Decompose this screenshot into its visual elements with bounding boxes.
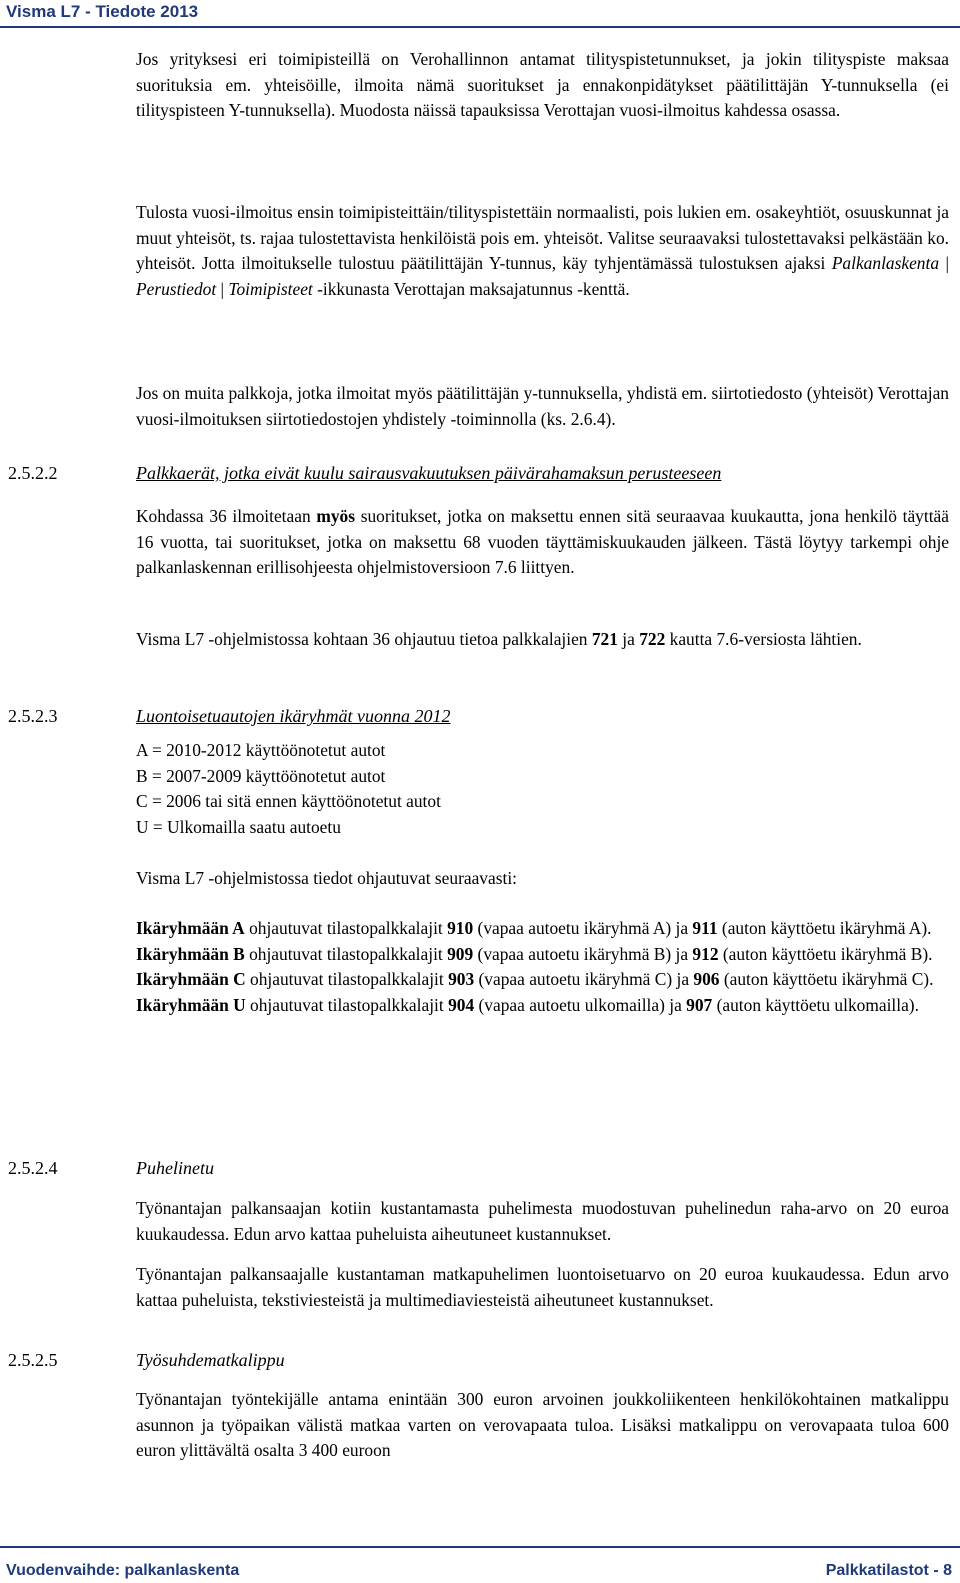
intro-paragraph-1: Jos yrityksesi eri toimipisteillä on Verohallinnon antamat tilityspistetunnukset, ja jokin tilityspiste maksaa suorituksia em. yhteisöille, ilmoita nämä suoritukset ja ennakonpidätykset päätilittäjän Y-tunnuksella (ei tilityspisteen Y-tunnuksella). Muodosta näissä tapauksissa Verottajan vuosi-ilmoitus kahdessa osassa. [136, 49, 949, 121]
menu-path-separator: | [216, 279, 229, 300]
s1-p1-text-b: suoritukset, jotka on maksettu ennen sitä seuraavaa kuukautta, jona henkilö täyttää 16 vuotta, tai suoritukset, jotka on maksettu 68 vuoden täyttämiskuukauden jälkeen. Tästä löytyy tarkempi ohje palkanlaskennan erillisohjeesta ohjelmistoversioon 7.6 liittyen. [136, 506, 949, 578]
row-text: ohjautuvat tilastopalkkalajit [245, 969, 449, 990]
s1-paragraph-1 [136, 504, 949, 581]
header-rule [0, 26, 960, 28]
age-group-label: Ikäryhmään C [136, 969, 246, 990]
section-number: 2.5.2.5 [8, 1350, 58, 1370]
age-group-label: Ikäryhmään B [136, 943, 245, 964]
menu-path-perustiedot: Perustiedot [136, 279, 217, 300]
section-number: 2.5.2.4 [8, 1158, 58, 1178]
s4-paragraph-1: Työnantajan työntekijälle antama enintään 300 euron arvoinen joukkoliikenteen henkilökohtainen matkalippu asunnon ja työpaikan välistä matkaa varten on verovapaata tuloa. Lisäksi matkalippu on verovapaata tuloa 600 euron ylittävältä osalta 3 400 euroon [136, 1389, 949, 1461]
section-title: Työsuhdematkalippu [136, 1350, 285, 1370]
age-group-mapping-list [136, 916, 949, 1019]
row-text: (vapaa autoetu ulkomailla) ja [474, 995, 687, 1016]
pay-type-code: 722 [639, 629, 666, 649]
pay-type-code: 903 [448, 969, 475, 990]
pay-type-code: 910 [447, 918, 474, 938]
intro-paragraph-2-tail: -ikkunasta Verottajan maksajatunnus -kenttä. [312, 279, 630, 300]
age-group-mapping-row [136, 916, 949, 942]
age-group-mapping-row [136, 942, 949, 968]
pay-type-code: 909 [447, 943, 474, 964]
section-title: Palkkaerät, jotka eivät kuulu sairausvakuutuksen päivärahamaksun perusteeseen [136, 463, 722, 483]
age-group-mapping-row [136, 967, 949, 993]
row-text: (vapaa autoetu ikäryhmä B) ja [473, 943, 693, 964]
row-text: (auton käyttöetu ulkomailla). [712, 995, 919, 1016]
section-2-5-2-3-heading [0, 702, 960, 730]
page-footer [0, 1546, 960, 1583]
s1-p1-emphasis: myös [316, 506, 356, 526]
section-2-5-2-5-heading [0, 1346, 960, 1374]
pay-type-code: 906 [693, 969, 720, 990]
s1-p1-text-a: Kohdassa 36 ilmoitetaan [136, 506, 317, 526]
row-text: (vapaa autoetu ikäryhmä C) ja [474, 969, 694, 990]
footer-rule [0, 1546, 960, 1548]
s1-p2-text-a: Visma L7 -ohjelmistossa kohtaan 36 ohjautuu tietoa palkkalajien [136, 629, 592, 649]
menu-path-separator: | [939, 253, 949, 274]
intro-paragraph-2 [136, 200, 949, 303]
age-group-item: A = 2010-2012 käyttöönotetut autot [136, 740, 386, 760]
section-2-5-2-4-heading [0, 1154, 960, 1182]
age-group-item: U = Ulkomailla saatu autoetu [136, 817, 341, 838]
pay-type-code: 721 [591, 629, 618, 649]
row-text: (auton käyttöetu ikäryhmä A). [717, 918, 932, 938]
row-text: (auton käyttöetu ikäryhmä C). [719, 969, 934, 990]
menu-path-toimipisteet: Toimipisteet [228, 279, 313, 300]
s1-p2-text-b: kautta 7.6-versiosta lähtien. [665, 629, 862, 649]
age-group-mapping-row [136, 993, 949, 1019]
row-text: ohjautuvat tilastopalkkalajit [244, 943, 448, 964]
section-2-5-2-2-heading [0, 459, 960, 487]
pay-type-code: 907 [686, 995, 713, 1016]
intro-paragraph-3: Jos on muita palkkoja, jotka ilmoitat myös päätilittäjän y-tunnuksella, yhdistä em. siirtotiedosto (yhteisöt) Verottajan vuosi-ilmoituksen siirtotiedostojen yhdistely -toiminnolla (ks. 2.6.4). [136, 383, 949, 429]
footer-page-number: Palkkatilastot - 8 [825, 1562, 952, 1579]
age-group-label: Ikäryhmään A [136, 918, 245, 938]
document-title: Visma L7 - Tiedote 2013 [6, 2, 199, 21]
section-title: Luontoisetuautojen ikäryhmät vuonna 2012 [136, 706, 451, 726]
section-title: Puhelinetu [136, 1158, 214, 1178]
age-group-list [136, 738, 949, 841]
age-group-item: C = 2006 tai sitä ennen käyttöönotetut autot [136, 791, 441, 812]
s3-paragraph-2: Työnantajan palkansaajalle kustantaman matkapuhelimen luontoisetuarvo on 20 euroa kuukaudessa. Edun arvo kattaa puheluista, tekstiviesteistä ja multimediaviesteistä aiheutuneet kustannukset. [136, 1264, 949, 1310]
pay-type-code: 904 [448, 995, 475, 1016]
footer-section: Vuodenvaihde: palkanlaskenta [6, 1562, 240, 1579]
intro-paragraph-2-text: Tulosta vuosi-ilmoitus ensin toimipisteittäin/tilityspistettäin normaalisti, pois lukien em. osakeyhtiöt, osuuskunnat ja muut yhteisöt, ts. rajaa tulostettavista henkilöistä pois em. yhteisöt. Valitse seuraavaksi tulostettavaksi pelkästään ko. yhteisöt. Jotta ilmoitukselle tulostuu päätilittäjän Y-tunnus, käy tyhjentämässä tulostuksen ajaksi [136, 202, 949, 274]
s2-lead: Visma L7 -ohjelmistossa tiedot ohjautuvat seuraavasti: [136, 868, 517, 888]
s1-paragraph-2 [136, 627, 949, 653]
age-group-item: B = 2007-2009 käyttöönotetut autot [136, 765, 386, 786]
section-number: 2.5.2.2 [8, 463, 58, 483]
row-text: ohjautuvat tilastopalkkalajit [245, 995, 449, 1016]
pay-type-code: 912 [692, 943, 719, 964]
row-text: ohjautuvat tilastopalkkalajit [244, 918, 448, 938]
s3-paragraph-1: Työnantajan palkansaajan kotiin kustantamasta puhelimesta muodostuvan puhelinedun raha-arvo on 20 euroa kuukaudessa. Edun arvo kattaa puheluista aiheutuneet kustannukset. [136, 1198, 949, 1244]
section-number: 2.5.2.3 [8, 706, 58, 726]
pay-type-code: 911 [692, 918, 718, 938]
row-text: (vapaa autoetu ikäryhmä A) ja [473, 918, 693, 938]
row-text: (auton käyttöetu ikäryhmä B). [718, 943, 933, 964]
menu-path-palkanlaskenta: Palkanlaskenta [831, 253, 940, 274]
age-group-label: Ikäryhmään U [136, 995, 246, 1016]
page-header [0, 0, 960, 30]
s1-p2-text-mid: ja [617, 629, 640, 649]
